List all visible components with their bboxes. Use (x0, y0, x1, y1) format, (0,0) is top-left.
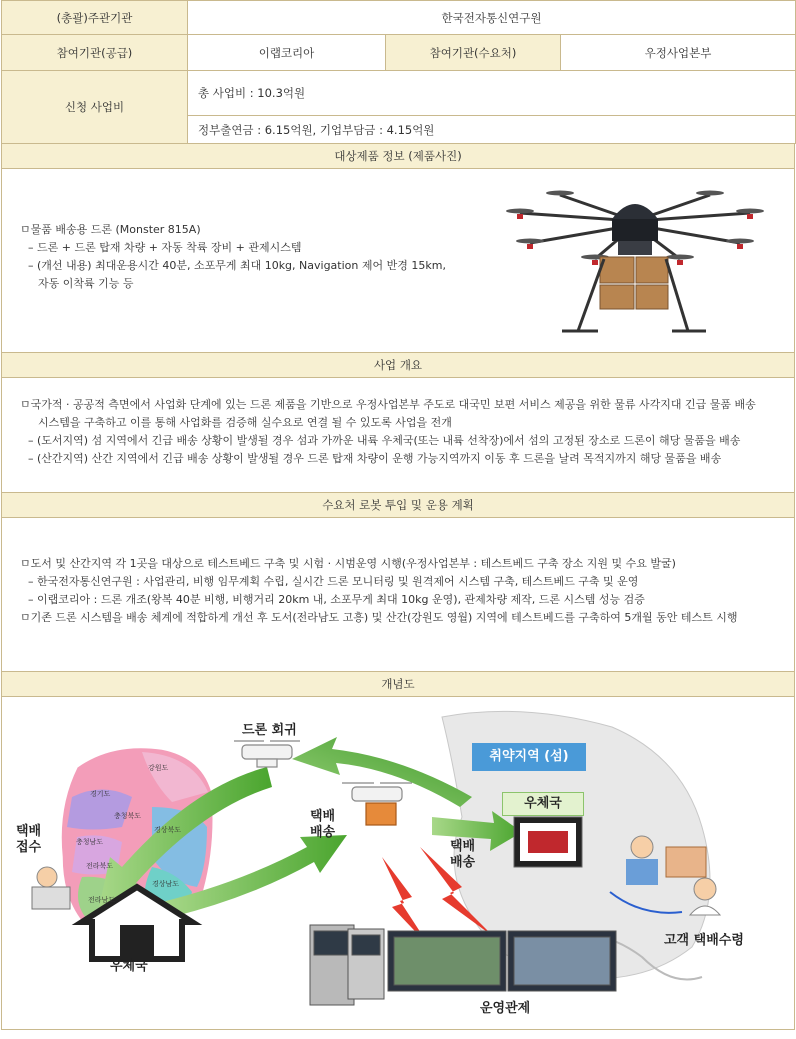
overview-line-1: ㅁ국가적 · 공공적 측면에서 사업화 단계에 있는 드론 제품을 기반으로 우정사업본부 주도로 대국민 보편 서비스 제공을 위한 물류 사각지대 긴급 물품 배송 (20, 398, 756, 411)
product-line-2: – 드론 + 드론 탑재 차량 + 자동 착륙 장비 + 관제시스템 (28, 241, 302, 254)
delivery-label-a-1: 택배 (310, 809, 336, 824)
map-region-chungnam: 충청남도 (76, 838, 104, 846)
budget-label: 신청 사업비 (2, 71, 188, 144)
product-line-1: ㅁ물품 배송용 드론 (Monster 815A) (20, 223, 201, 236)
main-post-office-label: 우체국 (110, 959, 148, 974)
lead-agency-label: (총괄)주관기관 (2, 1, 188, 35)
delivery-label-a-2: 배송 (310, 825, 336, 840)
concept-diagram (1, 697, 795, 1030)
drone-return-label: 드론 회귀 (242, 723, 297, 738)
receive-label-1: 택배 (16, 824, 42, 839)
plan-line-3: – 이랩코리아 : 드론 개조(왕복 40분 비행, 비행거리 20km 내, 소포무게 최대 10kg 운영), 관제차량 제작, 드론 시스템 성능 검증 (28, 593, 645, 606)
island-post-office-label: 우체국 (502, 792, 584, 816)
overview-line-3: – (도서지역) 섬 지역에서 긴급 배송 상황이 발생될 경우 섬과 가까운 내륙 우체국(또는 내륙 선착장)에서 섬의 고정된 장소로 드론이 해당 물품을 배송 (28, 434, 741, 447)
plan-line-1: ㅁ도서 및 산간지역 각 1곳을 대상으로 테스트베드 구축 및 시험 · 시범운영 시행(우정사업본부 : 테스트베드 구축 장소 지원 및 수요 발굴) (20, 557, 676, 570)
lead-agency-value: 한국전자통신연구원 (188, 1, 796, 35)
map-region-gangwon: 강원도 (148, 764, 169, 772)
plan-text (20, 555, 738, 627)
plan-section-header: 수요처 로봇 투입 및 운용 계획 (1, 493, 795, 518)
overview-text (20, 396, 756, 468)
concept-section-header: 개념도 (1, 672, 795, 697)
budget-split: 정부출연금 : 6.15억원, 기업부담금 : 4.15억원 (188, 116, 796, 144)
demand-agency-label: 참여기관(수요처) (386, 35, 561, 71)
customer-icon (694, 878, 716, 900)
concept-illustration (2, 697, 795, 1029)
delivery-label-b-1: 택배 (450, 839, 476, 854)
map-region-gyeonggi: 경기도 (90, 790, 111, 798)
overview-line-2: 시스템을 구축하고 이를 통해 사업화를 검증해 실수요로 연결 될 수 있도록 사업을 전개 (38, 416, 452, 429)
supply-agency-value: 이랩코리아 (188, 35, 386, 71)
courier-icon (631, 836, 653, 858)
customer-receive-label: 고객 택배수령 (664, 933, 744, 948)
overview-section-header: 사업 개요 (1, 353, 795, 378)
control-room (310, 925, 616, 1005)
delivery-label-b (450, 839, 475, 871)
product-line-3: – (개선 내용) 최대운용시간 40분, 소포무게 최대 10kg, Navigation 제어 반경 15km, (28, 259, 446, 272)
budget-total: 총 사업비 : 10.3억원 (188, 71, 796, 116)
overview-section-body (1, 378, 795, 493)
map-region-gyeongnam: 경상남도 (152, 880, 180, 888)
product-line-4: 자동 이착륙 기능 등 (38, 277, 134, 290)
map-region-chungbuk: 충청북도 (114, 812, 142, 820)
map-region-jeonnam: 전라남도 (88, 896, 116, 904)
drone-photo (500, 181, 770, 341)
delivery-label-a (310, 809, 335, 841)
drone-returning (234, 741, 300, 767)
page (1, 0, 795, 1030)
overview-line-4: – (산간지역) 산간 지역에서 긴급 배송 상황이 발생될 경우 드론 탑재 차량이 운행 가능지역까지 이동 후 드론을 날려 목적지까지 해당 물품을 배송 (28, 452, 722, 465)
product-section-body (1, 169, 795, 353)
map-region-gyeongbuk: 경상북도 (154, 826, 182, 834)
product-description (20, 221, 446, 293)
project-info-table (1, 0, 796, 144)
delivery-label-b-2: 배송 (450, 855, 476, 870)
receive-label-2: 접수 (16, 840, 42, 855)
plan-section-body (1, 518, 795, 672)
product-section-header: 대상제품 정보 (제품사진) (1, 144, 795, 169)
plan-line-4: ㅁ기존 드론 시스템을 배송 체계에 적합하게 개선 후 도서(전라남도 고흥) 및 산간(강원도 영월) 지역에 테스트베드를 구축하여 5개월 동안 테스트 시행 (20, 611, 738, 624)
vulnerable-area-box: 취약지역 (섬) (472, 743, 586, 771)
plan-line-2: – 한국전자통신연구원 : 사업관리, 비행 임무계획 수립, 실시간 드론 모니터링 및 원격제어 시스템 구축, 테스트베드 구축 및 운영 (28, 575, 639, 588)
drone-delivering (342, 783, 412, 825)
operation-control-label: 운영관제 (480, 1001, 531, 1016)
receive-label (16, 824, 41, 856)
clerk-icon (37, 867, 57, 887)
supply-agency-label: 참여기관(공급) (2, 35, 188, 71)
demand-agency-value: 우정사업본부 (561, 35, 796, 71)
map-region-jeonbuk: 전라북도 (86, 862, 114, 870)
